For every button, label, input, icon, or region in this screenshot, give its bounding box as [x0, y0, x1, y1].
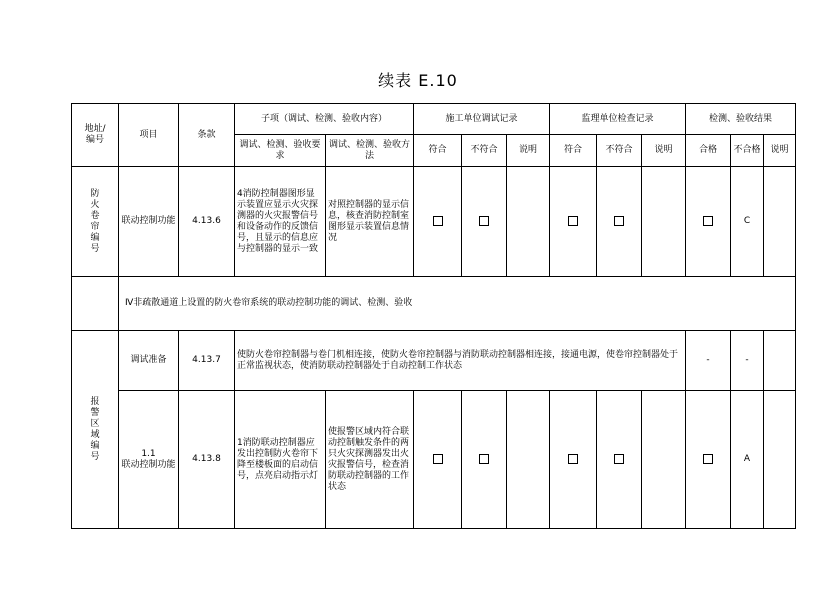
fire-curtain-supervision-comply	[550, 167, 597, 277]
fire-curtain-construction-note[interactable]	[507, 167, 550, 277]
header-supervision-not-comply: 不符合	[597, 135, 642, 167]
linkage-project: 1.1 联动控制功能	[119, 391, 179, 529]
header-construction-note: 说明	[507, 135, 550, 167]
header-construction-comply: 符合	[414, 135, 462, 167]
alarm-zone-location: 报警区域编号	[72, 331, 119, 529]
prep-result-note[interactable]	[764, 331, 796, 391]
linkage-result-grade: A	[731, 391, 764, 529]
header-subitem-group: 子项（调试、检测、验收内容）	[235, 104, 414, 135]
fire-curtain-construction-comply	[414, 167, 462, 277]
header-supervision-note: 说明	[642, 135, 686, 167]
section-iv-heading: Ⅳ非疏散通道上设置的防火卷帘系统的联动控制功能的调试、检测、验收	[119, 277, 796, 331]
construction-comply-checkbox[interactable]	[433, 216, 443, 226]
linkage-result-note[interactable]	[764, 391, 796, 529]
fire-curtain-construction-not-comply	[462, 167, 507, 277]
linkage-construction-note[interactable]	[507, 391, 550, 529]
fire-curtain-supervision-not-comply	[597, 167, 642, 277]
linkage-supervision-comply	[550, 391, 597, 529]
fire-curtain-supervision-note[interactable]	[642, 167, 686, 277]
supervision-comply-checkbox[interactable]	[568, 216, 578, 226]
prep-result-fail: -	[731, 331, 764, 391]
prep-project: 调试准备	[119, 331, 179, 391]
header-supervision-group: 监理单位检查记录	[550, 104, 686, 135]
linkage-construction-not-comply	[462, 391, 507, 529]
header-result-fail: 不合格	[731, 135, 764, 167]
supervision-comply-checkbox[interactable]	[568, 454, 578, 464]
fire-curtain-project: 联动控制功能	[119, 167, 179, 277]
fire-curtain-result-note[interactable]	[764, 167, 796, 277]
header-result-pass: 合格	[686, 135, 731, 167]
fire-curtain-requirement: 4消防控制器图形显示装置应显示火灾探测器的火灾报警信号和设备动作的反馈信号，且显示的信息应与控制器的显示一致	[235, 167, 326, 277]
section-iv-blank	[72, 277, 119, 331]
acceptance-form-table	[71, 103, 796, 529]
result-pass-checkbox[interactable]	[703, 216, 713, 226]
header-construction-not-comply: 不符合	[462, 135, 507, 167]
fire-curtain-result-pass	[686, 167, 731, 277]
header-subitem-requirement: 调试、检测、验收要求	[235, 135, 326, 167]
header-result-group: 检测、验收结果	[686, 104, 796, 135]
page-title: 续表 E.10	[378, 71, 458, 90]
prep-result-pass: -	[686, 331, 731, 391]
linkage-clause: 4.13.8	[179, 391, 235, 529]
linkage-construction-comply	[414, 391, 462, 529]
header-subitem-method: 调试、检测、验收方法	[326, 135, 414, 167]
construction-not-comply-checkbox[interactable]	[479, 454, 489, 464]
prep-clause: 4.13.7	[179, 331, 235, 391]
fire-curtain-method: 对照控制器的显示信息，核查消防控制室图形显示装置信息情况	[326, 167, 414, 277]
header-project: 项目	[119, 104, 179, 167]
fire-curtain-clause: 4.13.6	[179, 167, 235, 277]
header-construction-group: 施工单位调试记录	[414, 104, 550, 135]
header-clause: 条款	[179, 104, 235, 167]
linkage-requirement: 1消防联动控制器应发出控制防火卷帘下降至楼板面的启动信号，点亮启动指示灯	[235, 391, 326, 529]
fire-curtain-result-grade: C	[731, 167, 764, 277]
linkage-method: 使报警区域内符合联动控制触发条件的两只火灾探测器发出火灾报警信号，检查消防联动控制器的工作状态	[326, 391, 414, 529]
supervision-not-comply-checkbox[interactable]	[614, 454, 624, 464]
supervision-not-comply-checkbox[interactable]	[614, 216, 624, 226]
header-supervision-comply: 符合	[550, 135, 597, 167]
header-result-note: 说明	[764, 135, 796, 167]
linkage-supervision-not-comply	[597, 391, 642, 529]
construction-not-comply-checkbox[interactable]	[479, 216, 489, 226]
header-location: 地址/编号	[72, 104, 119, 167]
linkage-supervision-note[interactable]	[642, 391, 686, 529]
prep-content: 使防火卷帘控制器与卷门机相连接，使防火卷帘控制器与消防联动控制器相连接，接通电源，使卷帘控制器处于正常监视状态，使消防联动控制器处于自动控制工作状态	[235, 331, 686, 391]
fire-curtain-location: 防火卷帘编号	[72, 167, 119, 277]
linkage-result-pass	[686, 391, 731, 529]
construction-comply-checkbox[interactable]	[433, 454, 443, 464]
result-pass-checkbox[interactable]	[703, 454, 713, 464]
